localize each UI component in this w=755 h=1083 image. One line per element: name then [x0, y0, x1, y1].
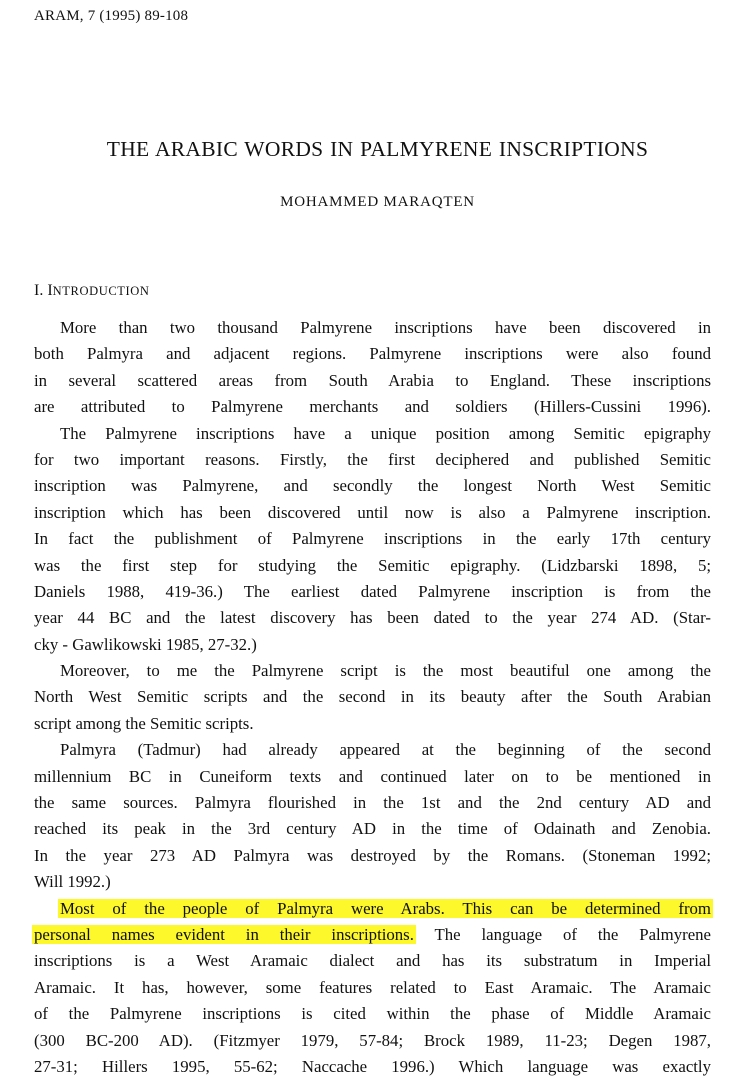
text-line — [34, 790, 711, 816]
text-line — [34, 1028, 711, 1054]
line-text: the same sources. Palmyra flourished in the 1st and the 2nd century AD and — [34, 793, 711, 813]
line-text: in several scattered areas from South Arabia to England. These inscriptions — [34, 370, 711, 390]
line-text: In fact the publishment of Palmyrene inscriptions in the early 17th century — [34, 529, 711, 549]
line-text: inscriptions is a West Aramaic dialect and has its substratum in Imperial — [34, 951, 711, 971]
line-text: In the year 273 AD Palmyra was destroyed by the Romans. (Stoneman 1992; — [34, 845, 711, 865]
line-text: Will 1992.) — [34, 872, 111, 892]
body-text — [34, 315, 711, 1080]
text-highlight: personal names evident in their inscriptions. — [34, 924, 414, 944]
text-line — [34, 632, 711, 658]
line-text: for two important reasons. Firstly, the first deciphered and published Semitic — [34, 449, 711, 469]
text-line — [34, 500, 711, 526]
line-text: North West Semitic scripts and the second in its beauty after the South Arabian — [34, 687, 711, 707]
text-line — [34, 473, 711, 499]
text-line — [34, 341, 711, 367]
text-line — [34, 315, 711, 341]
text-highlight: Most of the people of Palmyra were Arabs. This can be determined from — [60, 898, 711, 918]
text-line — [34, 948, 711, 974]
line-text: reached its peak in the 3rd century AD in the time of Odainath and Zenobia. — [34, 819, 711, 839]
text-line — [34, 526, 711, 552]
text-line — [34, 737, 711, 763]
text-line — [34, 975, 711, 1001]
line-text: year 44 BC and the latest discovery has been dated to the year 274 AD. (Star- — [34, 608, 711, 628]
article-title: THE ARABIC WORDS IN PALMYRENE INSCRIPTIONS — [106, 137, 649, 161]
line-text: millennium BC in Cuneiform texts and continued later on to be mentioned in — [34, 766, 711, 786]
text-line — [34, 843, 711, 869]
section-initial: I — [47, 282, 53, 299]
line-text: The language of the Palmyrene — [413, 924, 712, 944]
text-line — [34, 1001, 711, 1027]
line-text: 27-31; Hillers 1995, 55-62; Naccache 1996.) Which language was exactly — [34, 1056, 711, 1076]
highlighted-text-line — [34, 896, 711, 922]
line-text: The Palmyrene inscriptions have a unique position among Semitic epigraphy — [60, 423, 711, 443]
line-text: was the first step for studying the Semitic epigraphy. (Lidzbarski 1898, 5; — [34, 555, 711, 575]
running-head: ARAM, 7 (1995) 89-108 — [34, 8, 189, 24]
text-line — [34, 869, 711, 895]
article-author: MOHAMMED MARAQTEN — [280, 194, 475, 210]
highlighted-text-line — [34, 922, 711, 948]
line-text: Palmyra (Tadmur) had already appeared at the beginning of the second — [60, 740, 711, 760]
text-line — [34, 447, 711, 473]
text-line — [34, 605, 711, 631]
line-text: Moreover, to me the Palmyrene script is the most beautiful one among the — [60, 661, 711, 681]
text-line — [34, 764, 711, 790]
text-line — [34, 421, 711, 447]
section-number: I. — [34, 282, 44, 299]
text-line — [34, 368, 711, 394]
text-line — [34, 1054, 711, 1080]
section-title-rest: NTRODUCTION — [52, 284, 150, 298]
line-text: inscription which has been discovered until now is also a Palmyrene inscription. — [34, 502, 711, 522]
text-line — [34, 816, 711, 842]
text-line — [34, 711, 711, 737]
line-text: More than two thousand Palmyrene inscriptions have been discovered in — [60, 318, 711, 337]
text-line — [34, 553, 711, 579]
line-text: Aramaic. It has, however, some features related to East Aramaic. The Aramaic — [34, 977, 711, 997]
line-text: (300 BC-200 AD). (Fitzmyer 1979, 57-84; Brock 1989, 11-23; Degen 1987, — [34, 1030, 711, 1050]
line-text: cky - Gawlikowski 1985, 27-32.) — [34, 634, 257, 654]
line-text: inscription was Palmyrene, and secondly the longest North West Semitic — [34, 476, 711, 496]
text-line — [34, 658, 711, 684]
line-text: both Palmyra and adjacent regions. Palmyrene inscriptions were also found — [34, 344, 711, 364]
text-line — [34, 394, 711, 420]
text-line — [34, 579, 711, 605]
line-text: of the Palmyrene inscriptions is cited within the phase of Middle Aramaic — [34, 1004, 711, 1024]
section-heading — [34, 282, 150, 300]
text-line — [34, 684, 711, 710]
line-text: are attributed to Palmyrene merchants and soldiers (Hillers-Cussini 1996). — [34, 397, 711, 417]
line-text: script among the Semitic scripts. — [34, 713, 254, 733]
line-text: Daniels 1988, 419-36.) The earliest dated Palmyrene inscription is from the — [34, 581, 711, 601]
